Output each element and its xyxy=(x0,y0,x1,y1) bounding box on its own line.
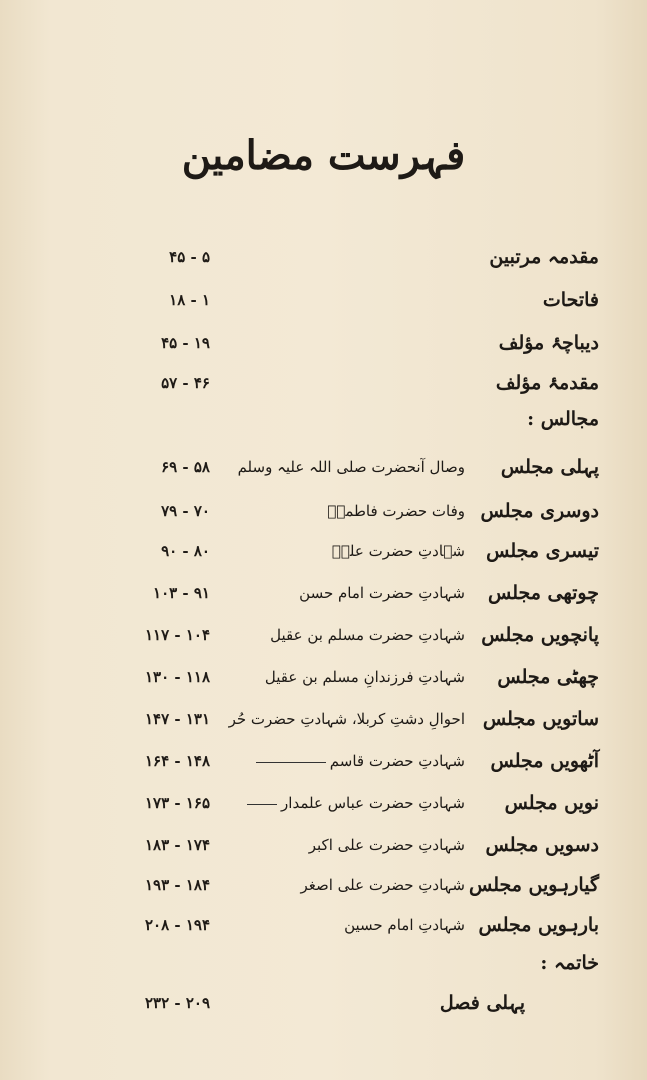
page-range: ۱۷۴ - ۱۸۳ xyxy=(144,836,210,854)
entry-subtitle: شہادتِ امام حسین xyxy=(344,916,465,934)
toc-section-heading xyxy=(0,408,647,444)
entry-heading: گیارہویں مجلس xyxy=(468,874,599,896)
entry-subtitle xyxy=(256,752,465,770)
toc-row xyxy=(0,540,647,576)
page-range: ۱۸۴ - ۱۹۳ xyxy=(144,876,210,894)
page-range: ۱۰۴ - ۱۱۷ xyxy=(144,626,210,644)
entry-heading: خاتمہ : xyxy=(540,952,599,974)
page-title: فہرست مضامین xyxy=(181,132,466,179)
entry-heading: ساتویں مجلس xyxy=(482,708,599,730)
toc-row xyxy=(0,874,647,910)
entry-heading: تیسری مجلس xyxy=(486,540,599,562)
entry-subtitle: وفات حضرت فاطمہؓ xyxy=(327,502,465,520)
entry-subtitle xyxy=(247,794,465,812)
toc-row xyxy=(0,456,647,492)
entry-heading: پہلی فصل xyxy=(439,992,525,1014)
page-range: ۲۰۹ - ۲۳۲ xyxy=(144,994,210,1012)
page-range: ۴۶ - ۵۷ xyxy=(161,374,210,392)
page-range: ۱ - ۱۸ xyxy=(169,291,210,309)
entry-heading: دیباچۂ مؤلف xyxy=(498,332,599,354)
entry-subtitle: شہادتِ حضرت امام حسن xyxy=(299,584,465,602)
toc-row xyxy=(0,582,647,618)
entry-heading: مقدمۂ مؤلف xyxy=(495,372,599,394)
entry-heading: چوتھی مجلس xyxy=(487,582,599,604)
entry-heading: بارہویں مجلس xyxy=(478,914,599,936)
page-range: ۱۹۴ - ۲۰۸ xyxy=(144,916,210,934)
leader-line xyxy=(256,762,326,763)
page-range: ۱۶۵ - ۱۷۳ xyxy=(144,794,210,812)
toc-row xyxy=(0,332,647,368)
toc-row xyxy=(0,708,647,744)
entry-subtitle-text: شہادتِ حضرت عباس علمدار xyxy=(281,794,465,812)
entry-heading: نویں مجلس xyxy=(504,792,599,814)
entry-heading: دسویں مجلس xyxy=(485,834,599,856)
toc-row xyxy=(0,792,647,828)
entry-subtitle: وصال آنحضرت صلی اللہ علیہ وسلم xyxy=(237,458,465,476)
page-range: ۷۰ - ۷۹ xyxy=(161,502,210,520)
entry-heading: پانچویں مجلس xyxy=(481,624,599,646)
toc-row xyxy=(0,914,647,950)
entry-heading: مقدمہ مرتبین xyxy=(489,246,599,268)
entry-subtitle: شہادتِ حضرت علی اصغر xyxy=(300,876,465,894)
toc-row xyxy=(0,500,647,536)
page-range: ۹۱ - ۱۰۳ xyxy=(153,584,210,602)
entry-heading: پہلی مجلس xyxy=(500,456,599,478)
entry-subtitle: احوالِ دشتِ کربلا، شہادتِ حضرت حُر xyxy=(228,710,465,728)
toc-row xyxy=(0,992,647,1028)
toc-row xyxy=(0,834,647,870)
leader-line xyxy=(247,804,277,805)
toc-row xyxy=(0,624,647,660)
page-range: ۸۰ - ۹۰ xyxy=(161,542,210,560)
entry-subtitle-text: شہادتِ حضرت قاسم xyxy=(329,752,465,770)
entry-subtitle: شہادتِ فرزندانِ مسلم بن عقیل xyxy=(264,668,465,686)
toc-row xyxy=(0,246,647,282)
entry-subtitle: شہادتِ حضرت علی اکبر xyxy=(308,836,465,854)
entry-subtitle: شہادتِ حضرت علیؓ xyxy=(331,542,465,560)
page-range: ۱۱۸ - ۱۳۰ xyxy=(144,668,210,686)
page-range: ۱۴۸ - ۱۶۴ xyxy=(144,752,210,770)
toc-row xyxy=(0,666,647,702)
toc-section-heading xyxy=(0,952,647,988)
entry-heading: مجالس : xyxy=(527,408,599,430)
entry-heading: دوسری مجلس xyxy=(480,500,599,522)
page-range: ۵ - ۴۵ xyxy=(169,248,210,266)
page-range: ۱۹ - ۴۵ xyxy=(161,334,210,352)
entry-heading: فاتحات xyxy=(542,289,599,311)
toc-row xyxy=(0,289,647,325)
entry-heading: چھٹی مجلس xyxy=(497,666,599,688)
page-range: ۵۸ - ۶۹ xyxy=(161,458,210,476)
toc-row xyxy=(0,372,647,408)
toc-row xyxy=(0,750,647,786)
entry-subtitle: شہادتِ حضرت مسلم بن عقیل xyxy=(270,626,465,644)
page-range: ۱۳۱ - ۱۴۷ xyxy=(144,710,210,728)
entry-heading: آٹھویں مجلس xyxy=(490,750,599,772)
